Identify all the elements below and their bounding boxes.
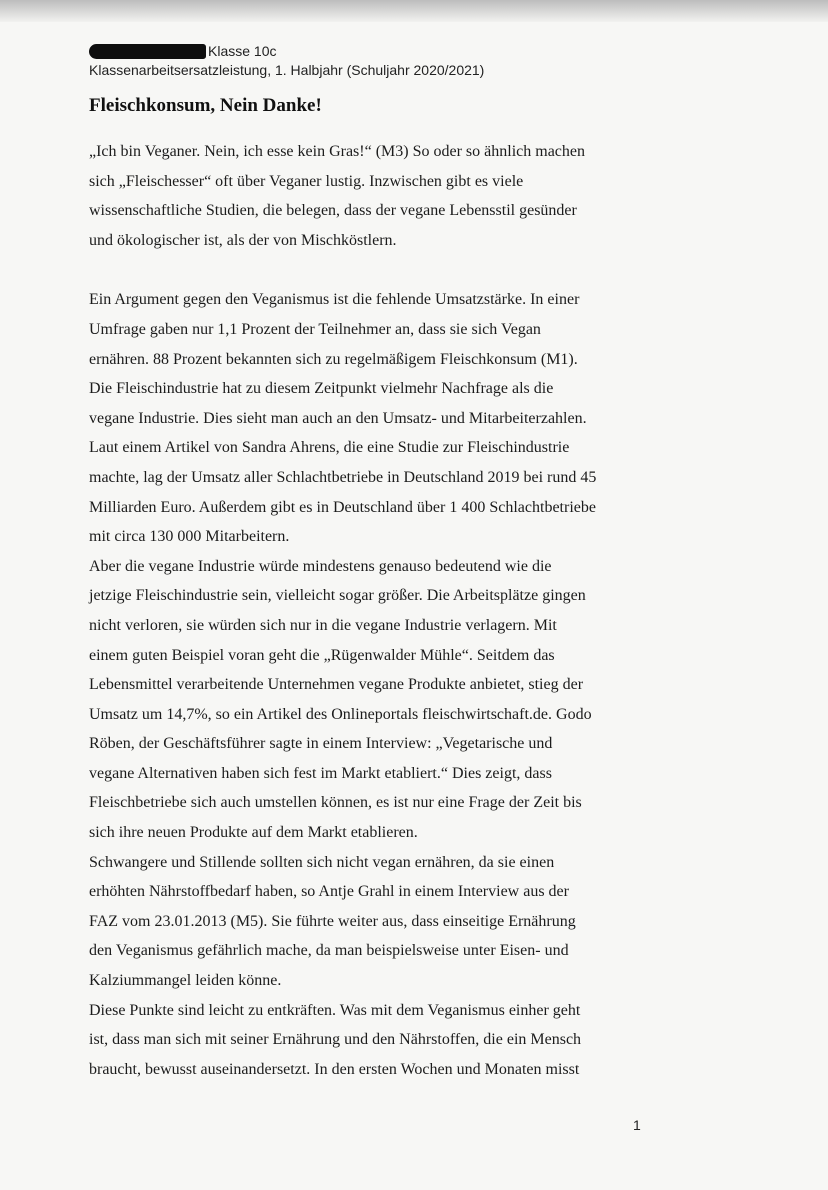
text-line: jetzige Fleischindustrie sein, vielleicht sogar größer. Die Arbeitsplätze gingen [89,587,586,605]
text-line: Milliarden Euro. Außerdem gibt es in Deutschland über 1 400 Schlachtbetriebe [89,498,596,516]
paragraph-argument-2 [89,848,649,996]
text-line: Diese Punkte sind leicht zu entkräften. Was mit dem Veganismus einher geht [89,1001,581,1019]
paragraph-counter-2 [89,996,649,1085]
paragraph-intro [89,137,649,255]
photo-edge-shadow [0,0,828,22]
paragraph-gap [89,255,649,285]
paragraph-counter-1 [89,552,649,848]
text-line: ist, dass man sich mit seiner Ernährung und den Nährstoffen, die ein Mensch [89,1031,582,1049]
assignment-subtitle: Klassenarbeitsersatzleistung, 1. Halbjahr (Schuljahr 2020/2021) [89,62,485,78]
text-line: Laut einem Artikel von Sandra Ahrens, die eine Studie zur Fleischindustrie [89,439,570,457]
text-line: erhöhten Nährstoffbedarf haben, so Antje Grahl in einem Interview aus der [89,883,569,901]
redacted-name-bar [89,44,206,59]
text-line: machte, lag der Umsatz aller Schlachtbetriebe in Deutschland 2019 bei rund 45 [89,468,597,486]
essay-title: Fleischkonsum, Nein Danke! [89,95,322,116]
text-line: wissenschaftliche Studien, die belegen, dass der vegane Lebensstil gesünder [89,202,577,220]
text-line: Schwangere und Stillende sollten sich nicht vegan ernähren, da sie einen [89,853,555,871]
essay-body [89,137,649,1084]
text-line: Die Fleischindustrie hat zu diesem Zeitpunkt vielmehr Nachfrage als die [89,380,554,398]
text-line: Aber die vegane Industrie würde mindestens genauso bedeutend wie die [89,557,552,575]
text-line: und ökologischer ist, als der von Mischköstlern. [89,231,397,249]
text-line: den Veganismus gefährlich mache, da man beispielsweise unter Eisen- und [89,942,569,960]
text-line: vegane Alternativen haben sich fest im Markt etabliert.“ Dies zeigt, dass [89,764,552,782]
header-class-line [89,42,276,60]
text-line: ernähren. 88 Prozent bekannten sich zu regelmäßigem Fleischkonsum (M1). [89,350,578,368]
text-line: nicht verloren, sie würden sich nur in die vegane Industrie verlagern. Mit [89,616,557,634]
text-line: Kalziummangel leiden könne. [89,972,282,990]
text-line: Ein Argument gegen den Veganismus ist die fehlende Umsatzstärke. In einer [89,291,580,309]
text-line: sich ihre neuen Produkte auf dem Markt etablieren. [89,824,418,842]
text-line: „Ich bin Veganer. Nein, ich esse kein Gras!“ (M3) So oder so ähnlich machen [89,143,585,160]
paragraph-argument-1 [89,285,649,551]
text-line: Röben, der Geschäftsführer sagte in einem Interview: „Vegetarische und [89,735,553,753]
text-line: einem guten Beispiel voran geht die „Rügenwalder Mühle“. Seitdem das [89,646,555,664]
text-line: mit circa 130 000 Mitarbeitern. [89,528,290,546]
page-number: 1 [633,1117,641,1133]
text-line: Fleischbetriebe sich auch umstellen können, es ist nur eine Frage der Zeit bis [89,794,582,812]
text-line: Lebensmittel verarbeitende Unternehmen vegane Produkte anbietet, stieg der [89,676,584,694]
text-line: vegane Industrie. Dies sieht man auch an den Umsatz- und Mitarbeiterzahlen. [89,409,587,427]
text-line: Umsatz um 14,7%, so ein Artikel des Onlineportals fleischwirtschaft.de. Godo [89,705,592,723]
text-line: FAZ vom 23.01.2013 (M5). Sie führte weiter aus, dass einseitige Ernährung [89,912,576,930]
text-line: braucht, bewusst auseinandersetzt. In den ersten Wochen und Monaten misst [89,1060,580,1078]
text-line: sich „Fleischesser“ oft über Veganer lustig. Inzwischen gibt es viele [89,172,524,190]
class-label: Klasse 10c [208,43,277,59]
text-line: Umfrage gaben nur 1,1 Prozent der Teilnehmer an, dass sie sich Vegan [89,320,541,338]
